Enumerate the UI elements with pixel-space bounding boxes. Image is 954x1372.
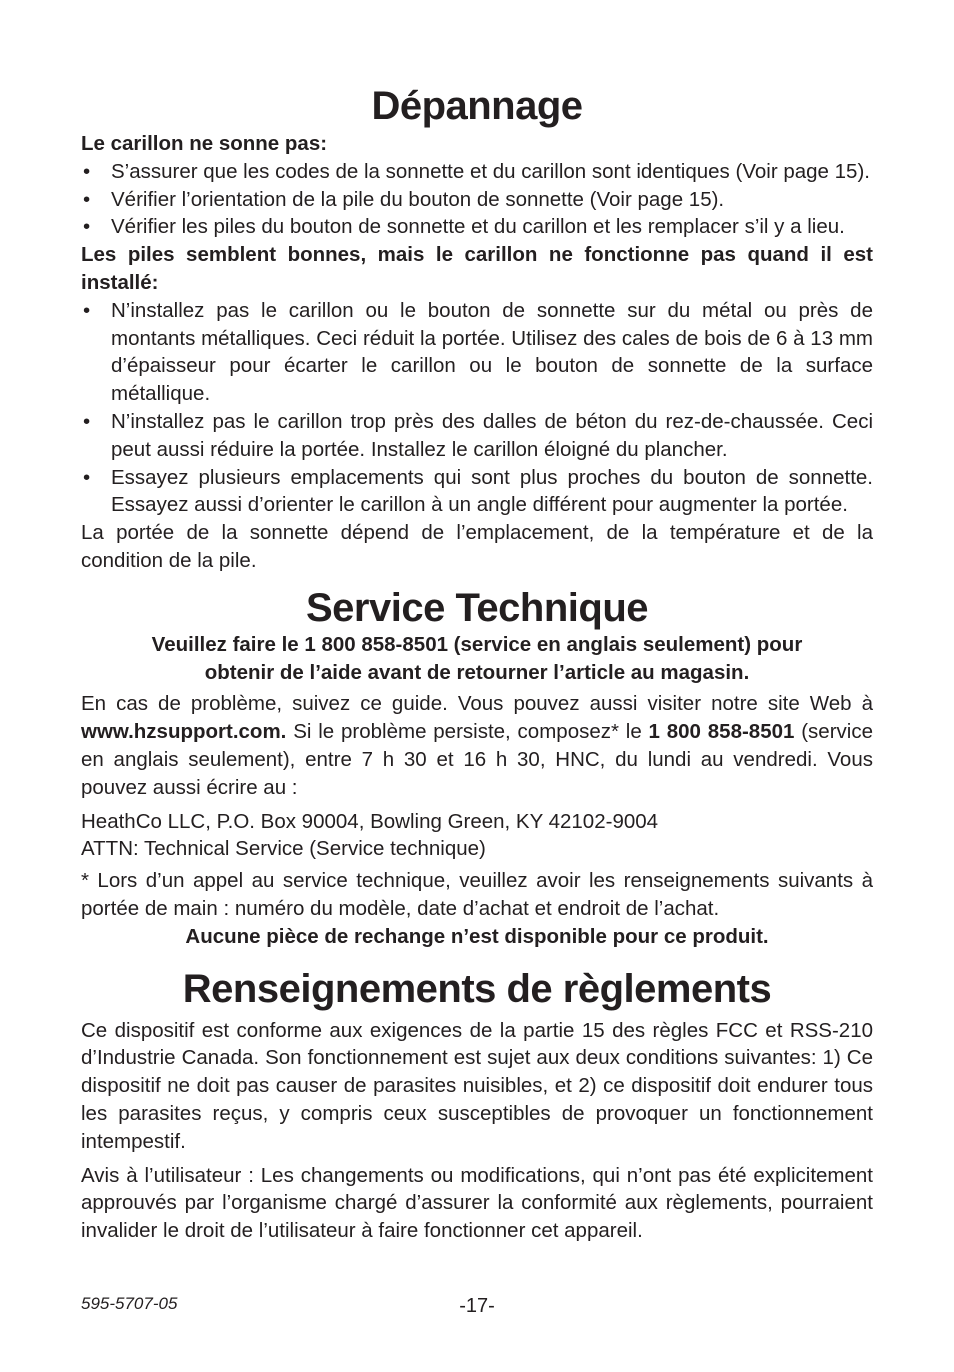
page-number: -17- xyxy=(459,1295,495,1317)
installed-not-working-subheading: Les piles semblent bonnes, mais le carillon ne fonctionne pas quand il est installé: xyxy=(81,243,873,294)
bullet-icon: • xyxy=(83,187,91,211)
bullet-icon: • xyxy=(83,465,91,489)
list-item: • Essayez plusieurs emplacements qui sont plus proches du bouton de sonnette. Essayez aussi d’orienter le carillon à un angle différent pour augmenter la portée. xyxy=(83,465,873,517)
support-website-link[interactable]: www.hzsupport.com. xyxy=(81,720,287,744)
troubleshooting-title: Dépannage xyxy=(371,84,583,128)
bullet-icon: • xyxy=(83,409,91,433)
service-callout-line1: Veuillez faire le 1 800 858-8501 (service en anglais seulement) pour xyxy=(151,632,803,656)
no-ring-list xyxy=(81,158,873,241)
user-notice-paragraph: Avis à l’utilisateur : Les changements ou modifications, qui n’ont pas été explicitement approuvés par l’organisme chargé d’assurer la conformité aux règlements, pourraient invalider le droit de l’utilisateur à faire fonctionner cet appareil. xyxy=(81,1163,873,1243)
address-line1: HeathCo LLC, P.O. Box 90004, Bowling Green, KY 42102-9004 xyxy=(81,809,659,833)
document-code: 595-5707-05 xyxy=(81,1294,178,1313)
regulatory-title: Renseignements de règlements xyxy=(182,966,772,1011)
list-item: • Vérifier l’orientation de la pile du bouton de sonnette (Voir page 15). xyxy=(81,186,873,214)
no-ring-subheading: Le carillon ne sonne pas: xyxy=(81,132,328,155)
list-item: • N’installez pas le carillon ou le bouton de sonnette sur du métal ou près de montants métalliques. Ceci réduit la portée. Utilisez des cales de bois de 6 à 13 mm d’épaisseur pour écarter le carillon ou le bouton de sonnette de la surface métallique. xyxy=(83,298,873,406)
service-call-note: * Lors d’un appel au service technique, veuillez avoir les renseignements suivants à portée de main : numéro du modèle, date d’achat et endroit de l’achat. xyxy=(81,869,873,920)
list-item: • S’assurer que les codes de la sonnette et du carillon sont identiques (Voir page 15). xyxy=(81,158,873,186)
bullet-icon: • xyxy=(83,215,91,239)
list-item: • N’installez pas le carillon trop près des dalles de béton du rez-de-chaussée. Ceci peut aussi réduire la portée. Installez le carillon éloigné du plancher. xyxy=(83,409,873,461)
bullet-icon: • xyxy=(83,159,91,183)
installed-not-working-list xyxy=(81,297,873,519)
service-paragraph: En cas de problème, suivez ce guide. Vous pouvez aussi visiter notre site Web à www.hzsupport.com. Si le problème persiste, composez* le 1 800 858-8501 (service en anglais seulement), entre 7 h 30 et 16 h 30, HNC, du lundi au vendredi. Vous pouvez aussi écrire au : xyxy=(81,692,873,799)
fcc-compliance-paragraph: Ce dispositif est conforme aux exigences de la partie 15 des règles FCC et RSS-210 d’Industrie Canada. Son fonctionnement est sujet aux deux conditions suivantes: 1) Ce dispositif ne doit pas causer de parasites nuisibles, et 2) ce dispositif doit endurer tous les parasites reçus, y compris ceux susceptibles de provoquer un fonctionnement intempestif. xyxy=(81,1018,873,1153)
bullet-icon: • xyxy=(83,298,91,322)
service-title: Service Technique xyxy=(305,585,648,630)
list-item: • Vérifier les piles du bouton de sonnette et du carillon et les remplacer s’il y a lieu. xyxy=(81,213,873,241)
page-content xyxy=(81,82,873,1245)
service-callout-line2: obtenir de l’aide avant de retourner l’article au magasin. xyxy=(204,660,750,684)
no-spare-parts-notice: Aucune pièce de rechange n’est disponible pour ce produit. xyxy=(185,924,769,948)
support-phone-number: 1 800 858-8501 xyxy=(648,720,795,744)
address-line2: ATTN: Technical Service (Service technique) xyxy=(81,837,486,861)
range-note: La portée de la sonnette dépend de l’emplacement, de la température et de la condition de la pile. xyxy=(81,521,873,572)
